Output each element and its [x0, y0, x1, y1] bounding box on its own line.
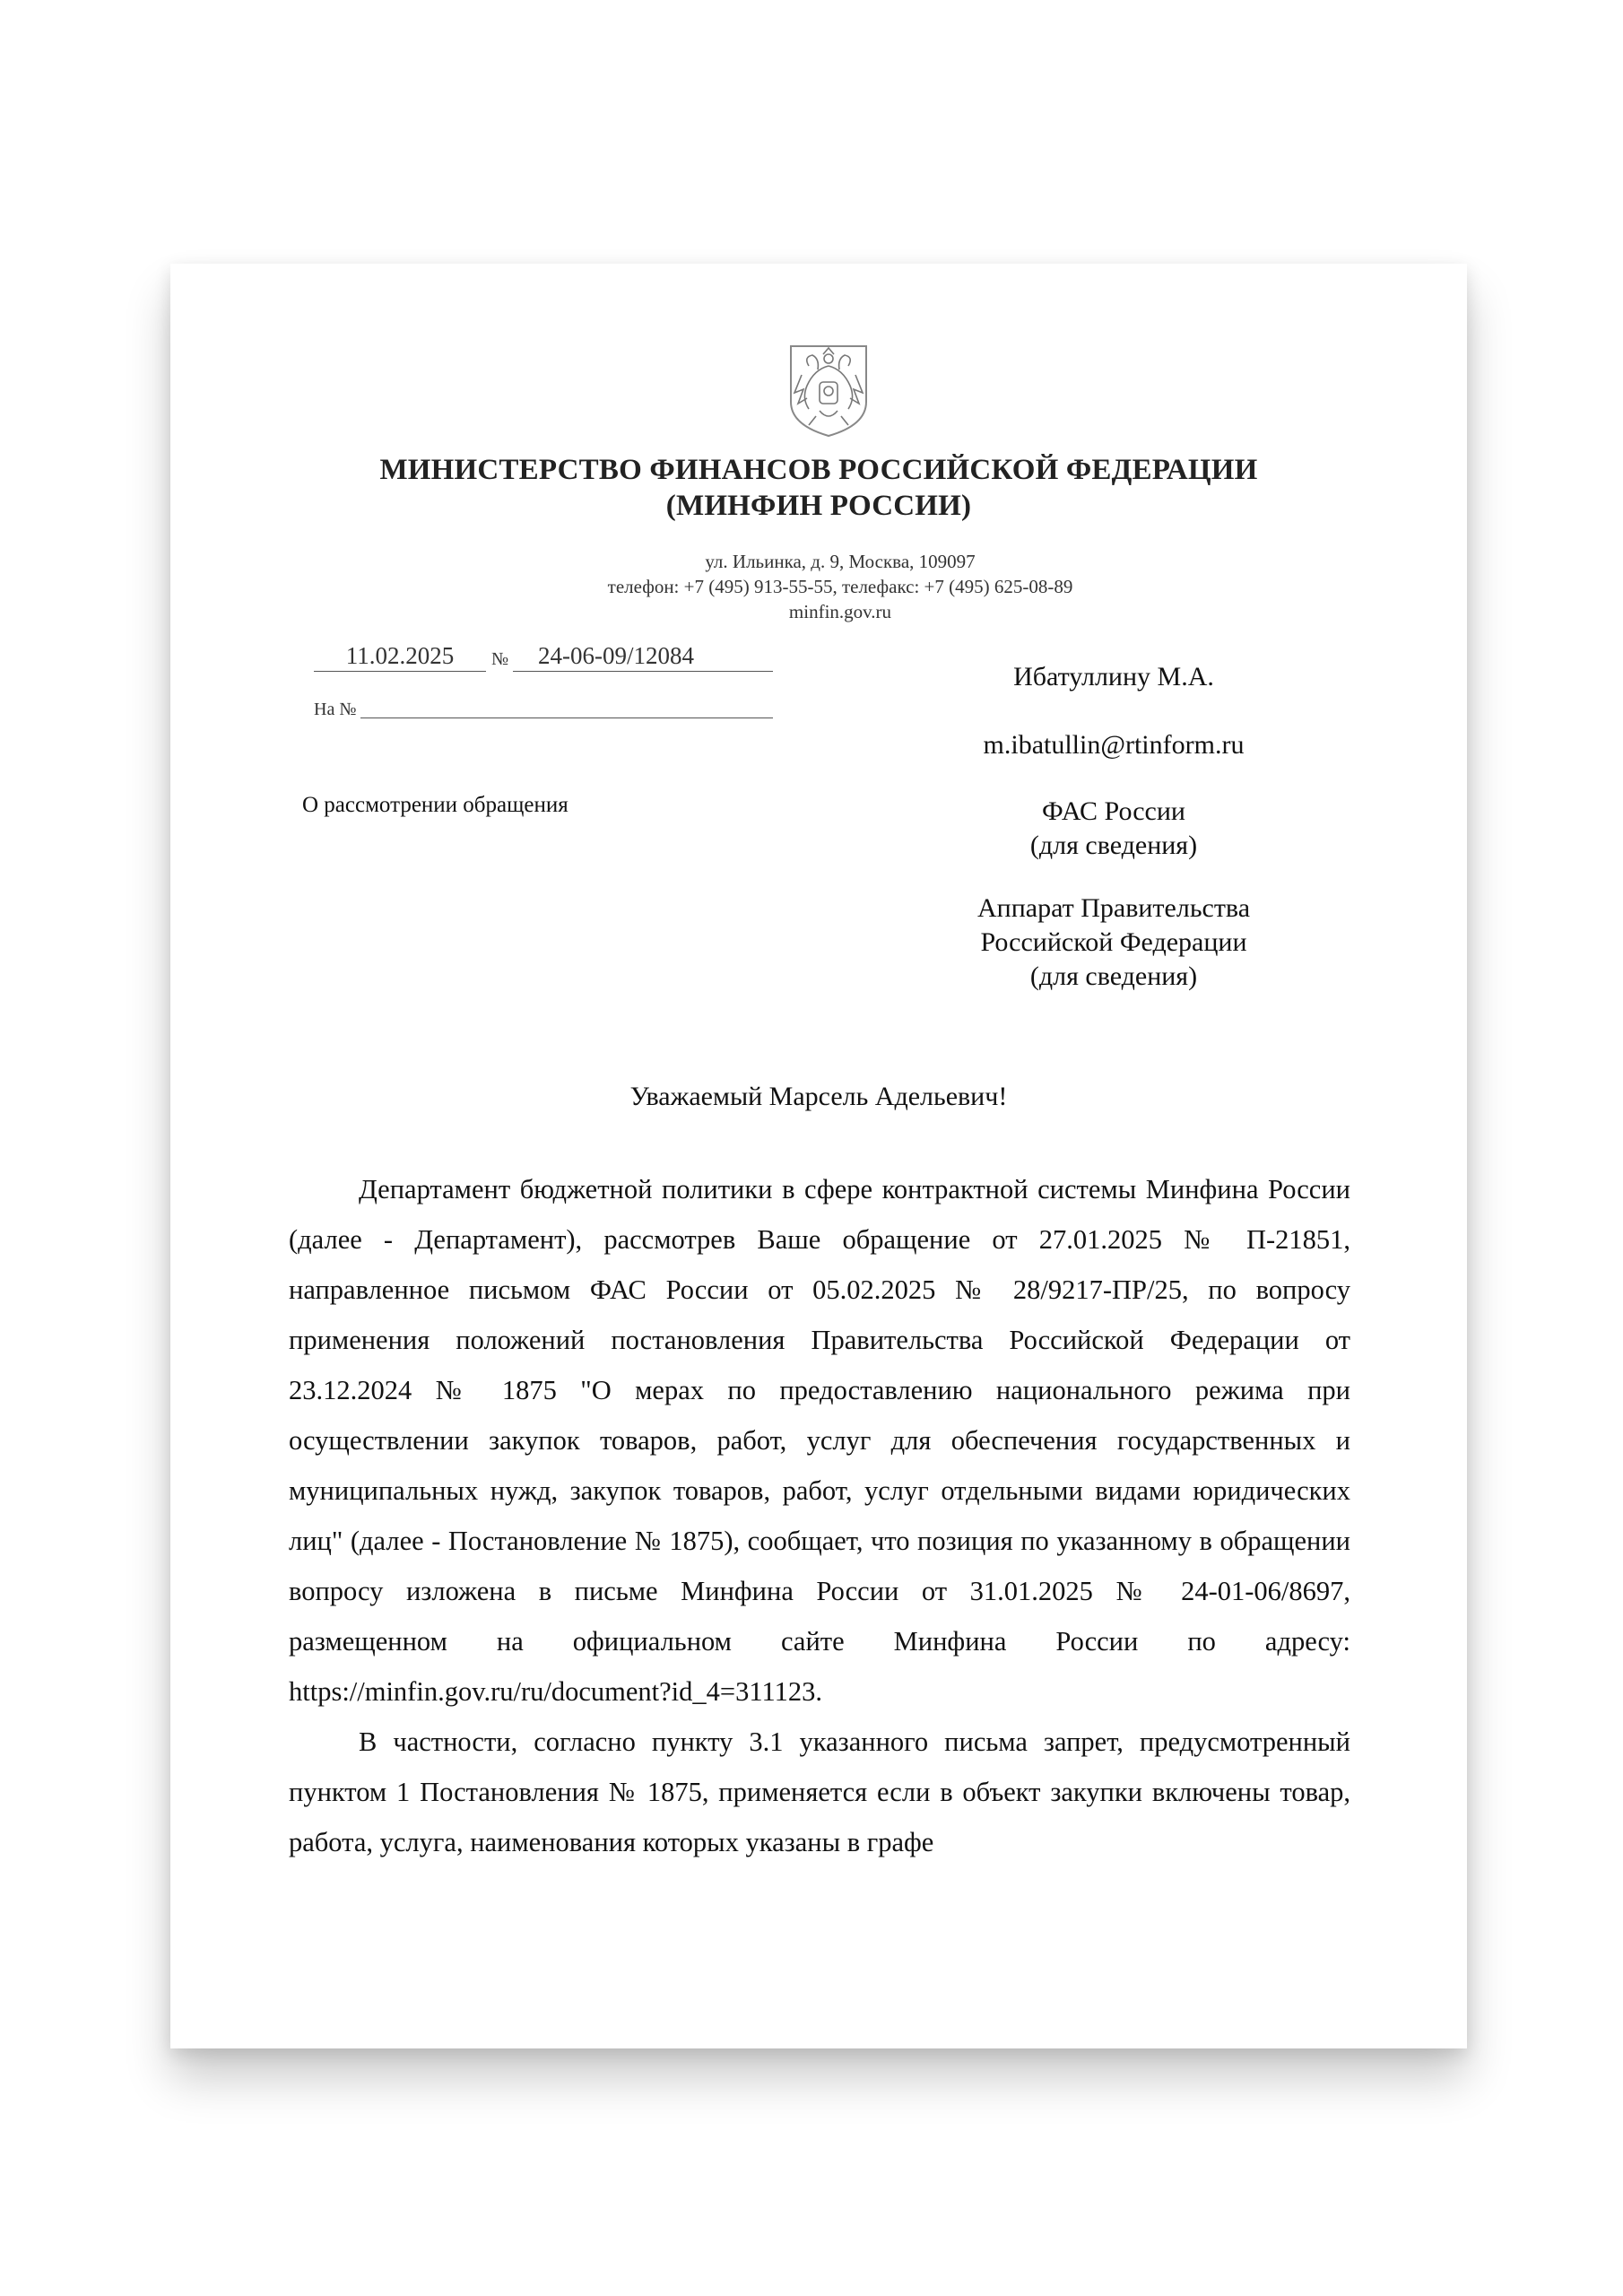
ministry-short-name: (МИНФИН РОССИИ) [665, 490, 972, 522]
copy-recipient-government-line2: Российской Федерации [980, 927, 1247, 957]
copy-recipient-fas-note: (для сведения) [1029, 831, 1198, 860]
russian-coat-of-arms-icon [782, 339, 875, 439]
copy-recipient-fas: ФАС России [1042, 796, 1185, 826]
ministry-name: МИНИСТЕРСТВО ФИНАНСОВ РОССИЙСКОЙ ФЕДЕРАЦИИ [379, 454, 1258, 486]
letter-body [289, 1164, 1350, 1867]
registration-date: 11.02.2025 [314, 642, 486, 672]
number-sign: № [491, 649, 509, 669]
letter-subject: О рассмотрении обращения [302, 793, 568, 817]
reply-to-label: На № [314, 700, 357, 719]
copy-recipient-government-note: (для сведения) [1029, 961, 1198, 991]
address-phones: телефон: +7 (495) 913-55-55, телефакс: +7 (495) 625-08-89 [607, 576, 1073, 597]
addressee-name: Ибатуллину М.А. [1013, 662, 1214, 691]
address-website: minfin.gov.ru [788, 601, 892, 622]
body-paragraph: В частности, согласно пункту 3.1 указанного письма запрет, предусмотренный пунктом 1 Постановления № 1875, применяется если в объект закупки включены товар, работа, услуга, наименования которых указаны в графе [289, 1726, 1350, 1857]
copy-recipient-government: Аппарат Правительства [976, 893, 1251, 923]
addressee-email: m.ibatullin@rtinform.ru [983, 730, 1245, 760]
registration-number: 24-06-09/12084 [513, 642, 773, 672]
body-paragraph: Департамент бюджетной политики в сфере контрактной системы Минфина России (далее - Департамент), рассмотрев Ваше обращение от 27.01.2025 № П-21851, направленное письмом ФАС России от 05.02.2025 № 28/9217-ПР/25, по вопросу применения положений постановления Правительства Российской Федерации от 23.12.2024 № 1875 "О мерах по предоставлению национального режима при осуществлении закупок товаров, работ, услуг для обеспечения государственных и муниципальных нужд, закупок товаров, работ, услуг отдельными видами юридических лиц" (далее - Постановление № 1875), сообщает, что позиция по указанному в обращении вопросу изложена в письме Минфина России от 31.01.2025 № 24-01-06/8697, размещенном на официальном сайте Минфина России по адресу: https://minfin.gov.ru/ru/document?id_4=311123. [289, 1174, 1350, 1707]
greeting: Уважаемый Марсель Адельевич! [629, 1082, 1008, 1111]
letter-page [170, 264, 1467, 2048]
address-street: ул. Ильинка, д. 9, Москва, 109097 [705, 551, 976, 572]
